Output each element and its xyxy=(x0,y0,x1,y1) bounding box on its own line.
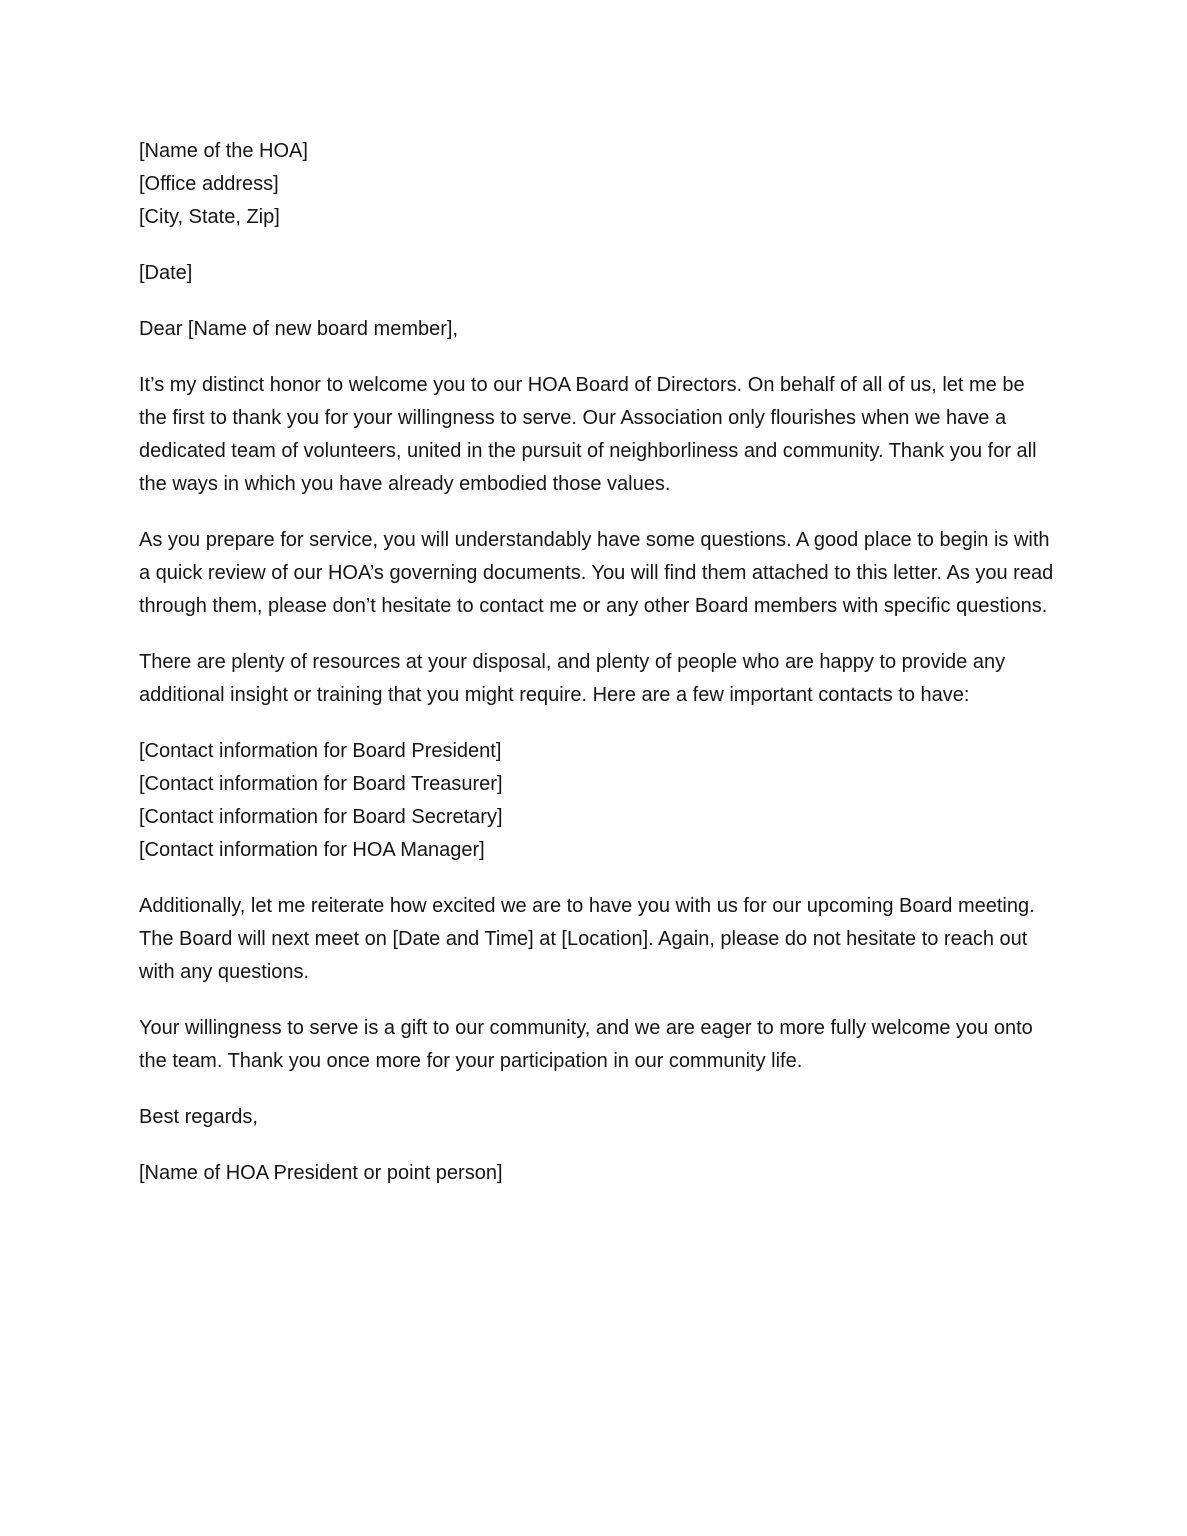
contact-list xyxy=(139,735,1055,867)
paragraph-resources: There are plenty of resources at your disposal, and plenty of people who are happy to provide any additional insight or training that you might require. Here are a few important contacts to have: xyxy=(139,651,1006,706)
salutation: Dear [Name of new board member], xyxy=(139,318,459,340)
contact-board-secretary: [Contact information for Board Secretary] xyxy=(139,806,503,828)
paragraph-governing-documents: As you prepare for service, you will understandably have some questions. A good place to begin is with a quick review of our HOA’s governing documents. You will find them attached to this letter. As you read through them, please don’t hesitate to contact me or any other Board members with specific questions. xyxy=(139,529,1054,617)
date-line: [Date] xyxy=(139,262,193,284)
sender-address-block xyxy=(139,135,1055,234)
sender-hoa-name: [Name of the HOA] xyxy=(139,140,308,162)
paragraph-welcome: It’s my distinct honor to welcome you to our HOA Board of Directors. On behalf of all of us, let me be the first to thank you for your willingness to serve. Our Association only flourishes when we have a dedicated team of volunteers, united in the pursuit of neighborliness and community. Thank you for all the ways in which you have already embodied those values. xyxy=(139,374,1037,495)
contact-board-treasurer: [Contact information for Board Treasurer] xyxy=(139,773,503,795)
contact-hoa-manager: [Contact information for HOA Manager] xyxy=(139,839,485,861)
sender-office-address: [Office address] xyxy=(139,173,279,195)
contact-board-president: [Contact information for Board President] xyxy=(139,740,502,762)
signature-line: [Name of HOA President or point person] xyxy=(139,1162,503,1184)
paragraph-gratitude: Your willingness to serve is a gift to our community, and we are eager to more fully welcome you onto the team. Thank you once more for your participation in our community life. xyxy=(139,1017,1033,1072)
closing: Best regards, xyxy=(139,1106,258,1128)
paragraph-board-meeting: Additionally, let me reiterate how excited we are to have you with us for our upcoming Board meeting. The Board will next meet on [Date and Time] at [Location]. Again, please do not hesitate to reach out with any questions. xyxy=(139,895,1035,983)
sender-city-state-zip: [City, State, Zip] xyxy=(139,206,280,228)
